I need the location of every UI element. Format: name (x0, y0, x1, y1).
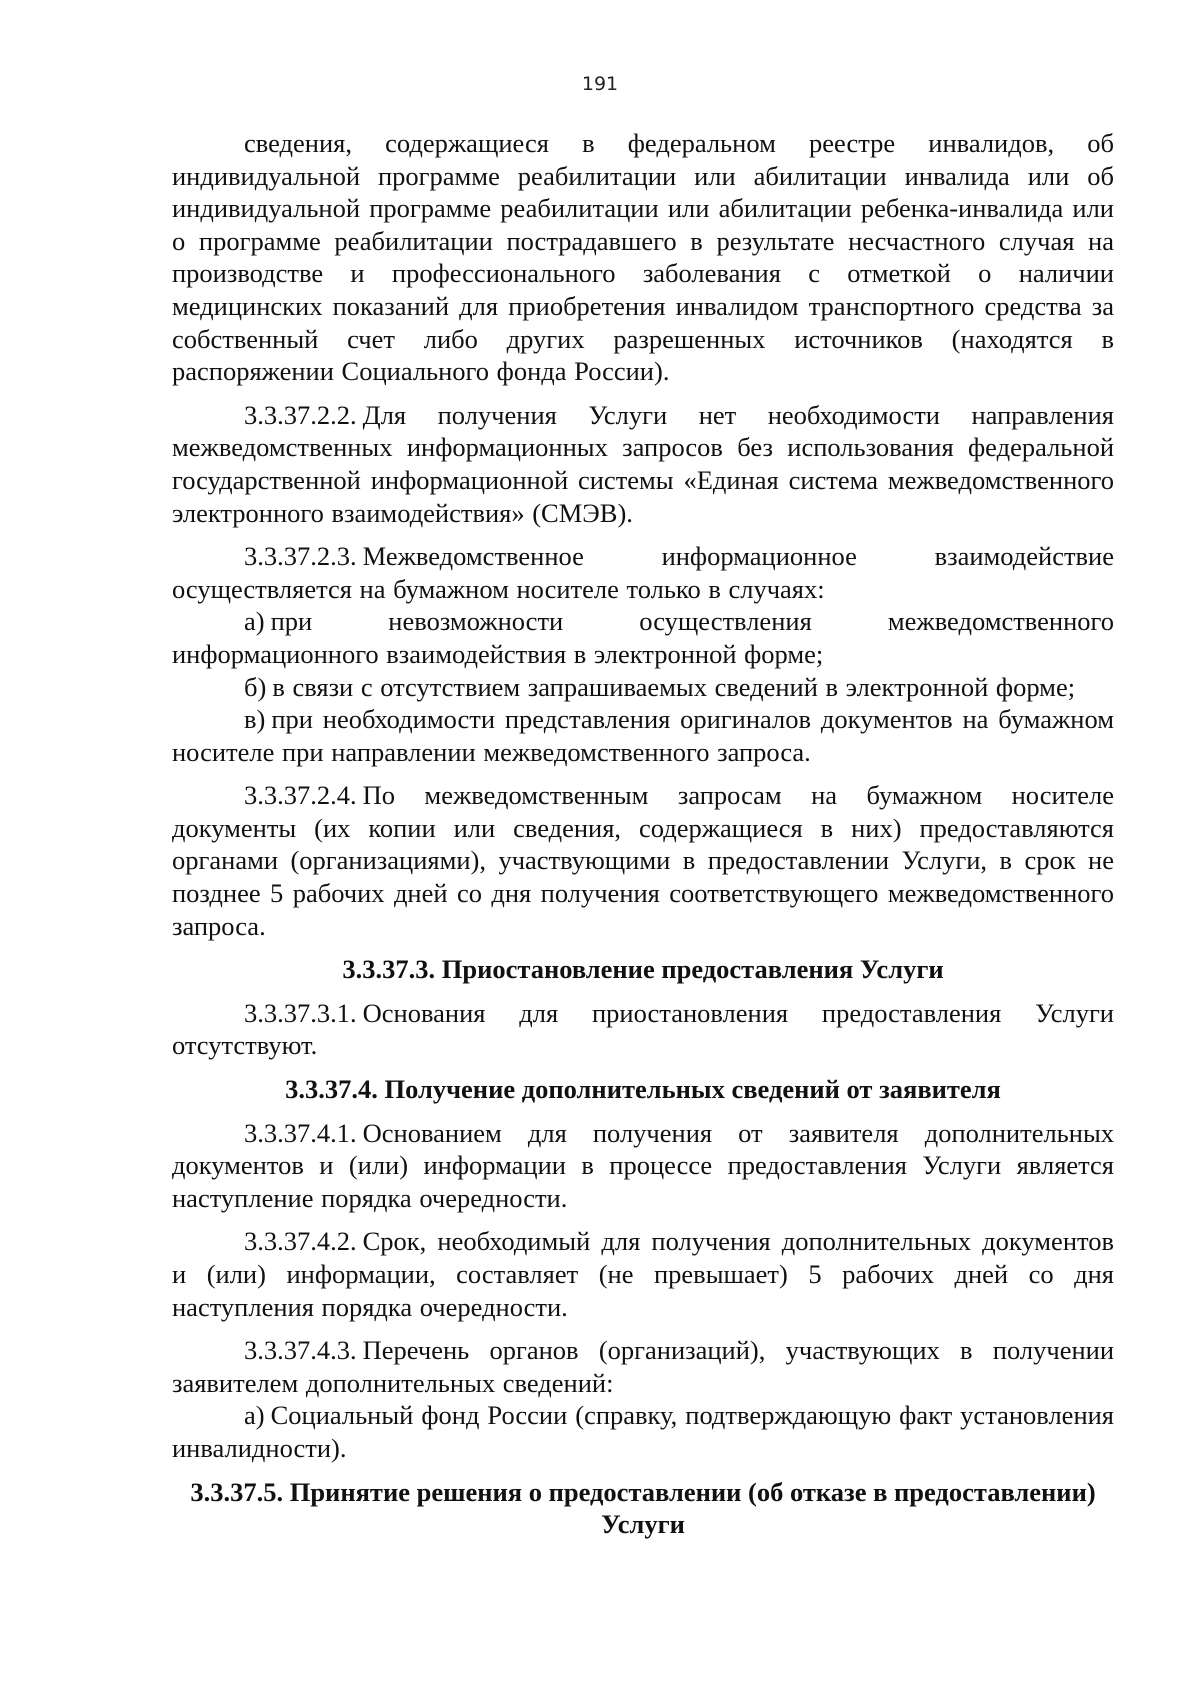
section-heading-3-3-37-3: 3.3.37.3. Приостановление предоставления Услуги (342, 954, 944, 985)
list-item-text: Социальный фонд России (справку, подтверждающую факт установления инвалидности). (172, 1400, 1114, 1463)
list-item-marker: б) (244, 671, 267, 702)
paragraph-3-3-37-3-1 (172, 997, 1114, 1062)
paragraph-number: 3.3.37.2.4. (244, 780, 357, 811)
page-number: 191 (581, 73, 619, 95)
paragraph-text: Срок, необходимый для получения дополнительных документов и (или) информации, составляет (не превышает) 5 рабочих дней со дня наступления порядка очередности. (172, 1226, 1114, 1322)
list-item-a-social-fund (172, 1399, 1114, 1464)
paragraph-number: 3.3.37.4.1. (244, 1117, 357, 1148)
paragraph-number: 3.3.37.4.3. (244, 1335, 357, 1366)
paragraph-text: сведения, содержащиеся в федеральном реестре инвалидов, об индивидуальной программе реабилитации или абилитации инвалида или об индивидуальной программе реабилитации или абилитации ребенка-инвалида или о программе реабилитации пострадавшего в результате несчастного случая на производстве и профессионального заболевания с отметкой о наличии медицинских показаний для приобретения инвалидом транспортного средства за собственный счет либо других разрешенных источников (находятся в распоряжении Социального фонда России). (172, 128, 1114, 387)
paragraph-3-3-37-2-2 (172, 399, 1114, 529)
paragraph-text: Перечень органов (организаций), участвующих в получении заявителем дополнительных сведений: (172, 1335, 1114, 1398)
paragraph-3-3-37-4-1 (172, 1117, 1114, 1215)
list-item-text: при необходимости представления оригиналов документов на бумажном носителе при направлении межведомственного запроса. (172, 704, 1114, 767)
list-item-marker: а) (244, 1400, 265, 1431)
paragraph-number: 3.3.37.4.2. (244, 1226, 357, 1257)
section-heading-3-3-37-5: 3.3.37.5. Принятие решения о предоставлении (об отказе в предоставлении) Услуги (190, 1476, 1096, 1540)
list-item-b (172, 671, 1114, 704)
list-item-marker: а) (244, 606, 265, 637)
paragraph-registry-info (172, 127, 1114, 388)
list-item-a (172, 605, 1114, 670)
paragraph-number: 3.3.37.2.2. (244, 399, 357, 430)
paragraph-text: Основания для приостановления предоставления Услуги отсутствуют. (172, 997, 1114, 1061)
paragraph-text: Для получения Услуги нет необходимости направления межведомственных информационных запросов без использования федеральной государственной информационной системы «Единая система межведомственного электронного взаимодействия» (СМЭВ). (172, 399, 1114, 528)
list-item-v (172, 703, 1114, 768)
paragraph-number: 3.3.37.2.3. (244, 541, 357, 572)
document-body (172, 127, 1114, 1541)
paragraph-number: 3.3.37.3.1. (244, 997, 357, 1028)
list-item-marker: в) (244, 704, 266, 735)
section-heading-3-3-37-4: 3.3.37.4. Получение дополнительных сведений от заявителя (285, 1074, 1001, 1105)
paragraph-text: Межведомственное информационное взаимодействие осуществляется на бумажном носителе только в случаях: (172, 541, 1114, 604)
paragraph-3-3-37-4-2 (172, 1225, 1114, 1323)
paragraph-text: По межведомственным запросам на бумажном носителе документы (их копии или сведения, содержащиеся в них) предоставляются органами (организациями), участвующими в предоставлении Услуги, в срок не позднее 5 рабочих дней со дня получения соответствующего межведомственного запроса. (172, 780, 1114, 941)
paragraph-3-3-37-2-3 (172, 540, 1114, 605)
paragraph-3-3-37-2-4 (172, 779, 1114, 942)
paragraph-text: Основанием для получения от заявителя дополнительных документов и (или) информации в процессе предоставления Услуги является наступление порядка очередности. (172, 1117, 1114, 1213)
list-item-text: в связи с отсутствием запрашиваемых сведений в электронной форме; (272, 671, 1076, 702)
paragraph-3-3-37-4-3 (172, 1334, 1114, 1399)
list-item-text: при невозможности осуществления межведомственного информационного взаимодействия в электронной форме; (172, 606, 1114, 669)
